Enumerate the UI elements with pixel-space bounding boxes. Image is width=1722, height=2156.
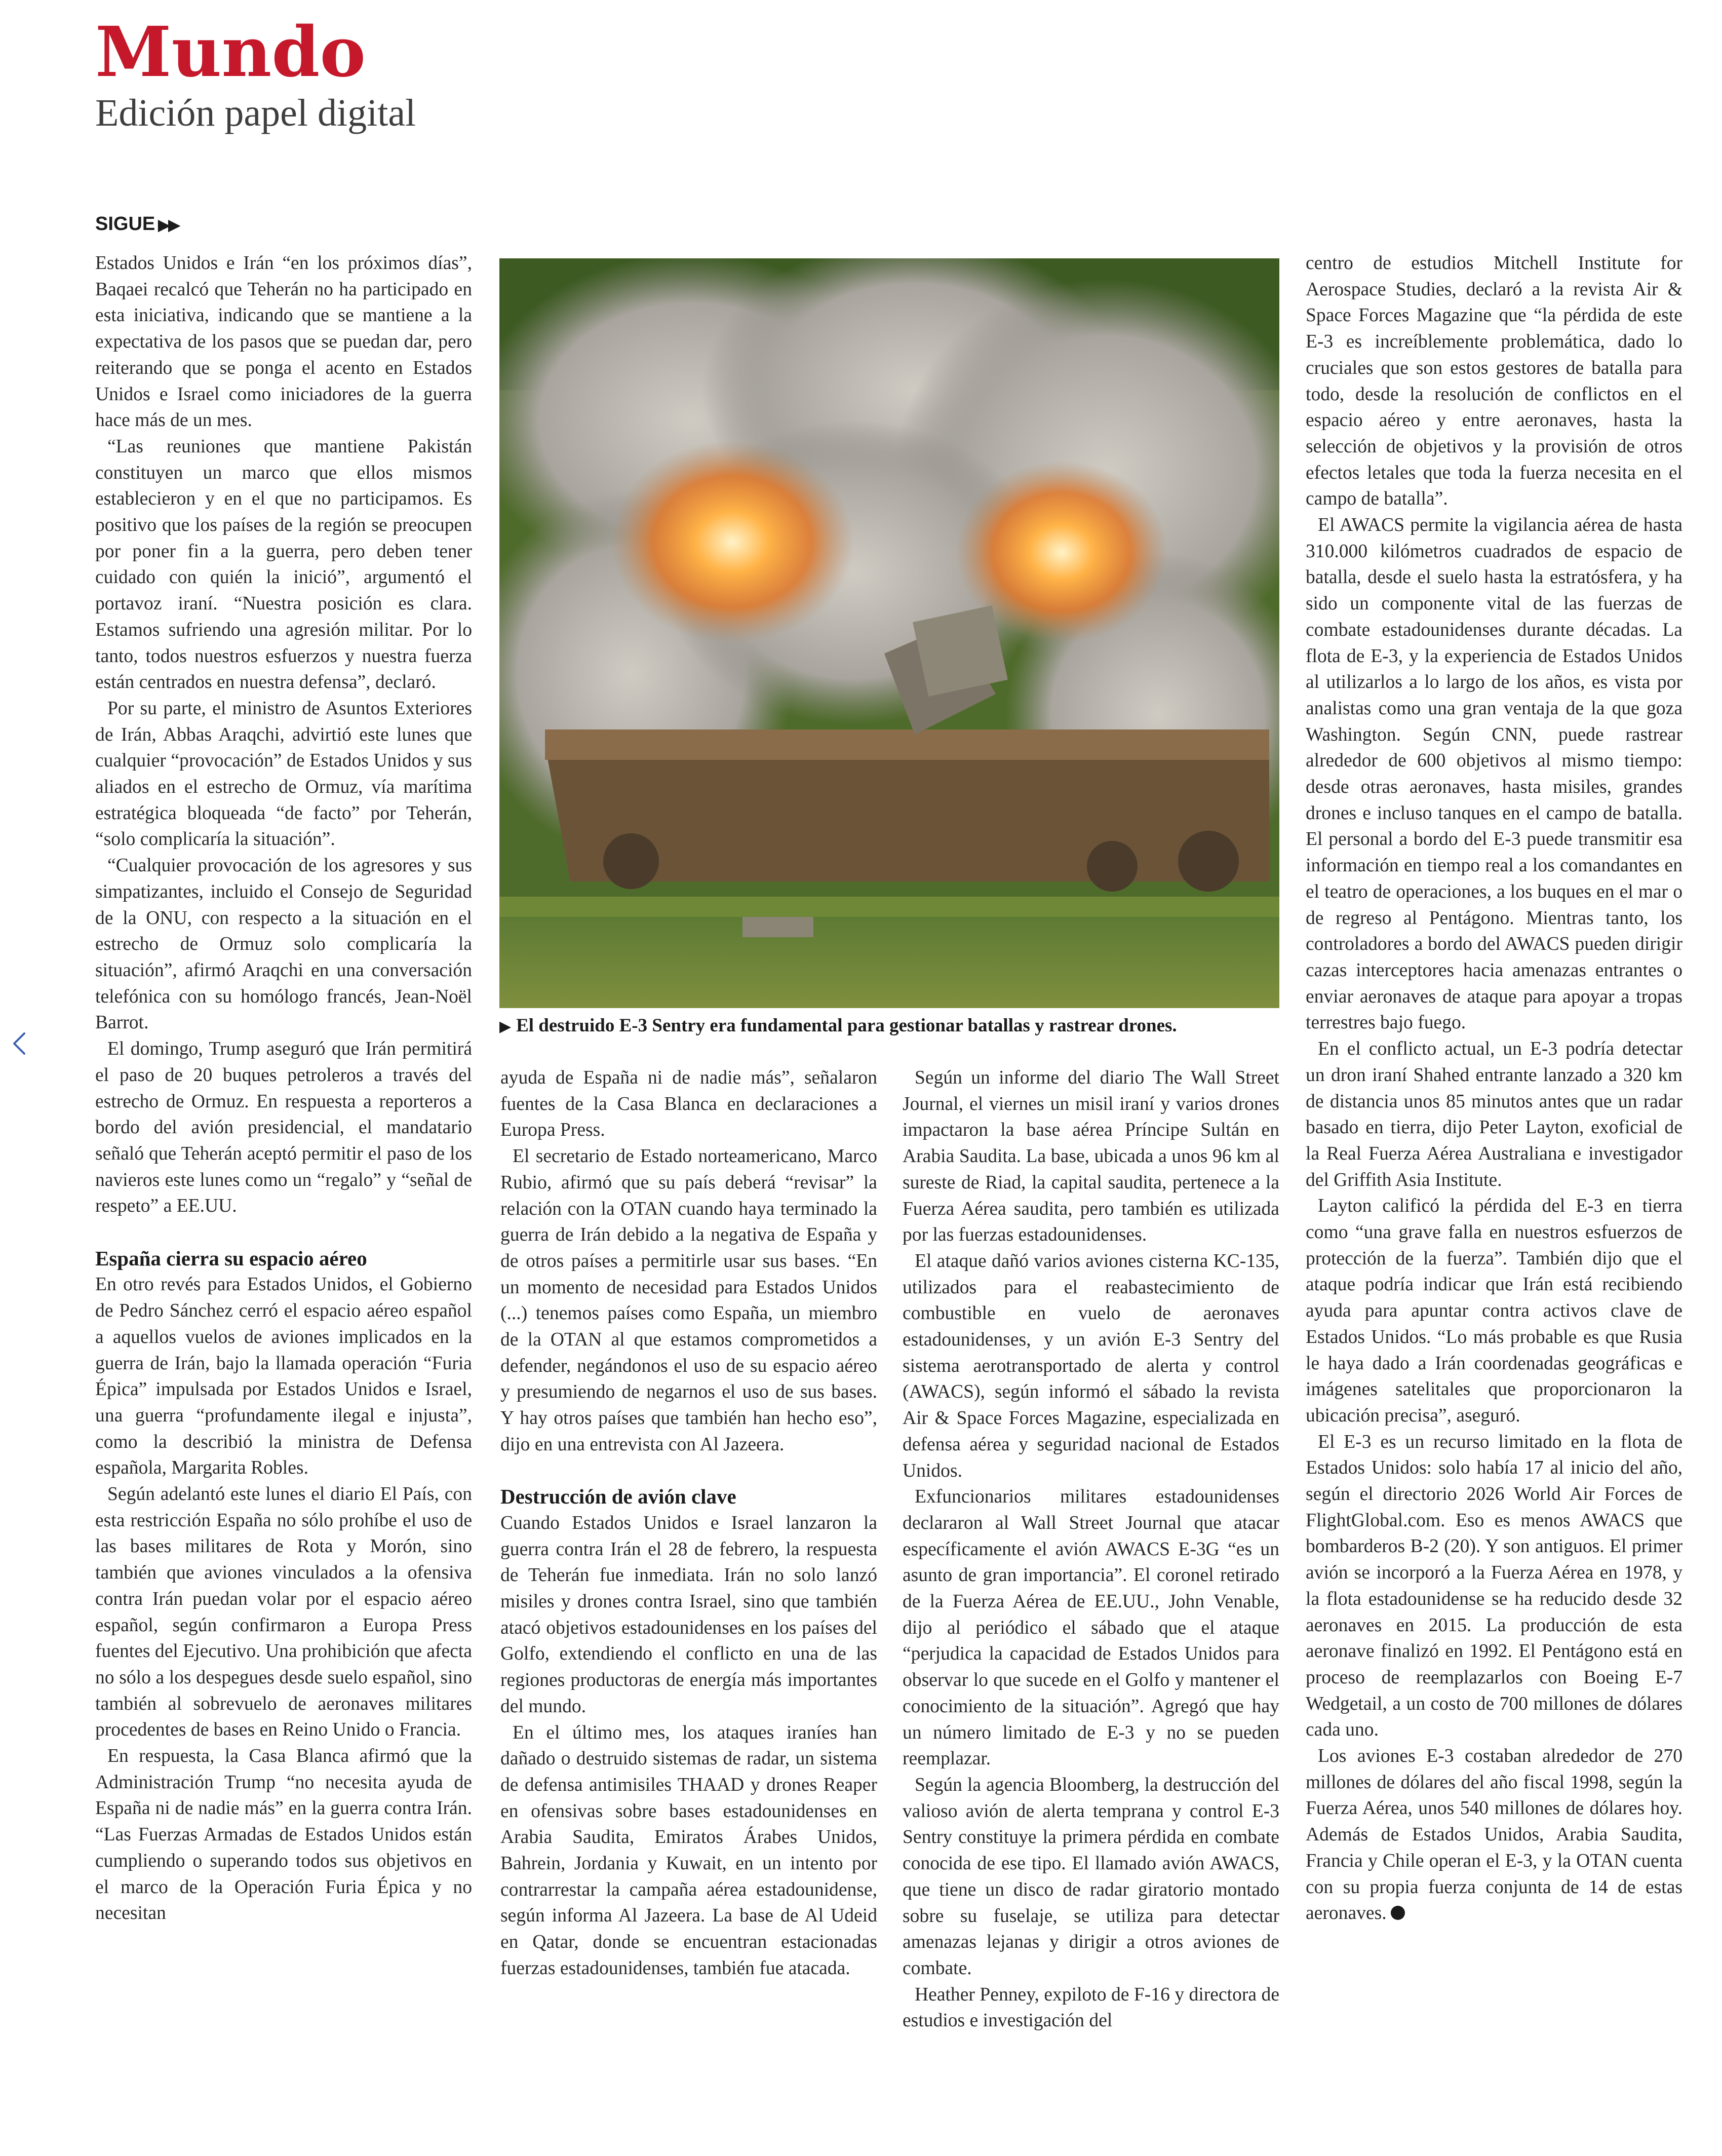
kicker-sigue <box>95 212 178 238</box>
paragraph: El domingo, Trump aseguró que Irán permitirá el paso de 20 buques petroleros a través del estrecho de Ormuz. En respuesta a reporteros a bordo del avión presidencial, el mandatario señaló que Teherán aceptó permitir el paso de los navieros este lunes como un “regalo” y “señal de respeto” a EE.UU. <box>95 1038 472 1217</box>
article-column-3 <box>903 1065 1279 2034</box>
caption-text: El destruido E-3 Sentry era fundamental para gestionar batallas y rastrear drones. <box>516 1015 1177 1036</box>
paragraph: Por su parte, el ministro de Asuntos Exteriores de Irán, Abbas Araqchi, advirtió este lunes que cualquier “provocación” de Estados Unidos y sus aliados en el estrecho de Ormuz, vía marítima estratégica bloqueada “de facto” por Teherán, “solo complicaría la situación”. <box>95 698 472 850</box>
paragraph: El E-3 es un recurso limitado en la flota de Estados Unidos: solo había 17 al inicio del año, según el directorio 2026 World Air Forces de FlightGlobal.com. Eso es menos AWACS que bombarderos B-2 (20). Y son antiguos. El primer avión se incorporó a la Fuerza Aérea en 1978, y la flota estadounidense se ha reducido desde 32 aeronaves en 2015. La producción de esta aeronave finalizó en 1992. El Pentágono está en proceso de reemplazarlos con Boeing E-7 Wedgetail, a un costo de 700 millones de dólares cada uno. <box>1306 1431 1682 1741</box>
paragraph: “Las reuniones que mantiene Pakistán constituyen un marco que ellos mismos establecieron y en el que no participamos. Es positivo que los países de la región se preocupen por poner fin a la guerra, pero deben tener cuidado con quién la inició”, argumentó el portavoz iraní. “Nuestra posición es clara. Estamos sufriendo una agresión militar. Por lo tanto, todos nuestros esfuerzos y nuestra fuerza están centrados en nuestra defensa”, declaró. <box>95 436 472 693</box>
paragraph-last-text: Los aviones E-3 costaban alrededor de 270 millones de dólares del año fiscal 1998, según la Fuerza Aérea, unos 540 millones de dólares hoy. Además de Estados Unidos, Arabia Saudita, Francia y Chile operan el E-3, y la OTAN cuenta con su propia fuerza conjunta de 14 de estas aeronaves. <box>1306 1746 1682 1924</box>
edition-subtitle: Edición papel digital <box>95 92 416 134</box>
article-column-2 <box>500 1065 877 1982</box>
section-title: Mundo <box>95 12 366 93</box>
caption-marker-icon: ▶ <box>499 1018 512 1035</box>
paragraph: En otro revés para Estados Unidos, el Gobierno de Pedro Sánchez cerró el espacio aéreo español a aquellos vuelos de aviones implicados en la guerra de Irán, bajo la llamada operación “Furia Épica” impulsada por Estados Unidos e Israel, una guerra “profundamente ilegal e injusta”, como la describió la ministra de Defensa española, Margarita Robles. <box>95 1274 472 1479</box>
paragraph: Estados Unidos e Irán “en los próximos días”, Baqaei recalcó que Teherán no ha participado en esta iniciativa, indicando que se mantiene a la expectativa de los pasos que se puedan dar, pero reiterando que se ponga el acento en Estados Unidos e Israel como iniciadores de la guerra hace más de un mes. <box>95 253 472 431</box>
article-column-4 <box>1306 250 1682 1927</box>
paragraph-last <box>1306 1743 1682 1927</box>
subheading-avion: Destrucción de avión clave <box>500 1485 736 1509</box>
paragraph: El ataque dañó varios aviones cisterna KC-135, utilizados para el reabastecimiento de combustible en vuelo de aeronaves estadounidenses, y un avión E-3 Sentry del sistema aerotransportado de alerta y control (AWACS), según informó el sábado la revista Air & Space Forces Magazine, especializada en defensa aérea y seguridad nacional de Estados Unidos. <box>903 1250 1279 1481</box>
chevron-left-icon[interactable] <box>9 1028 29 1059</box>
paragraph: Según adelantó este lunes el diario El País, con esta restricción España no sólo prohíbe el uso de las bases militares de Rota y Morón, sino también que aviones vinculados a la ofensiva contra Irán puedan volar por el espacio aéreo español, según confirmaron a Europa Press fuentes del Ejecutivo. Una prohibición que afecta no sólo a los despegues desde suelo español, sino también al sobrevuelo de aeronaves militares procedentes de bases en Reino Unido o Francia. <box>95 1484 472 1741</box>
paragraph: “Cualquier provocación de los agresores y sus simpatizantes, incluido el Consejo de Seguridad de la ONU, con respecto a la situación en el estrecho de Ormuz solo complicaría la situación”, afirmó Araqchi en una conversación telefónica con su homólogo francés, Jean-Noël Barrot. <box>95 855 472 1033</box>
paragraph: Heather Penney, expiloto de F-16 y directora de estudios e investigación del <box>903 1984 1279 2031</box>
paragraph: Exfuncionarios militares estadounidenses declararon al Wall Street Journal que atacar específicamente el avión AWACS E-3G “es un asunto de gran importancia”. El coronel retirado de la Fuerza Aérea de EE.UU., John Venable, dijo al periódico el sábado que el ataque “perjudica la capacidad de Estados Unidos para observar lo que sucede en el Golfo y mantener el conocimiento de la situación”. Agregó que hay un número limitado de E-3 y no se pueden reemplazar. <box>903 1486 1279 1769</box>
paragraph: centro de estudios Mitchell Institute for Aerospace Studies, declaró a la revista Air & Space Forces Magazine que “la pérdida de este E-3 es increíblemente problemática, dado lo cruciales que son estos gestores de batalla para todo, desde la resolución de conflictos en el espacio aéreo y entre aeronaves, hasta la selección de objetivos y la provisión de otros efectos letales que toda la fuerza necesita en el campo de batalla”. <box>1306 253 1682 510</box>
photo-caption <box>499 1013 1289 1040</box>
paragraph: En respuesta, la Casa Blanca afirmó que la Administración Trump “no necesita ayuda de España ni de nadie más” en la guerra contra Irán. “Las Fuerzas Armadas de Estados Unidos están cumpliendo o superando todos sus objetivos en el marco de la Operación Furia Épica y no necesitan <box>95 1746 472 1924</box>
paragraph: ayuda de España ni de nadie más”, señalaron fuentes de la Casa Blanca en declaraciones a Europa Press. <box>500 1067 877 1141</box>
paragraph: El AWACS permite la vigilancia aérea de hasta 310.000 kilómetros cuadrados de espacio de batalla, desde el suelo hasta la estratósfera, y ha sido un componente vital de las fuerzas de combate estadounidenses durante décadas. La flota de E-3, y la experiencia de Estados Unidos al utilizarlos a lo largo de los años, es vista por analistas como una gran ventaja de la que goza Washington. Según CNN, puede rastrear alrededor de 600 objetivos al mismo tiempo: desde otras aeronaves, hasta misiles, grandes drones e incluso tanques en el campo de batalla. El personal a bordo del E-3 puede transmitir esa información en tiempo real a los comandantes en el teatro de operaciones, a los buques en el mar o de regreso al Pentágono. Mientras tanto, los controladores a bordo del AWACS pueden dirigir cazas interceptores hacia amenazas entrantes o enviar aeronaves de ataque para apoyar a tropas terrestres bajo fuego. <box>1306 515 1682 1033</box>
end-mark-icon <box>1391 1906 1405 1920</box>
paragraph: Según la agencia Bloomberg, la destrucción del valioso avión de alerta temprana y control E-3 Sentry constituye la primera pérdida en combate conocida de ese tipo. El llamado avión AWACS, que tiene un disco de radar giratorio montado sobre su fuselaje, se utiliza para detectar amenazas lejanas y dirigir a otros aviones de combate. <box>903 1774 1279 1979</box>
subheading-spain: España cierra su espacio aéreo <box>95 1246 367 1270</box>
paragraph: El secretario de Estado norteamericano, Marco Rubio, afirmó que su país deberá “revisar” la relación con la OTAN cuando haya terminado la guerra de Irán debido a la negativa de España y de otros países a permitirle usar sus bases. “En un momento de necesidad para Estados Unidos (...) tenemos países como España, un miembro de la OTAN al que estamos comprometidos a defender, negándonos el uso de su espacio aéreo y presumiendo de negarnos el uso de sus bases. Y hay otros países que también han hecho eso”, dijo en una entrevista con Al Jazeera. <box>500 1146 877 1455</box>
article-photo <box>499 258 1279 1008</box>
paragraph: Cuando Estados Unidos e Israel lanzaron la guerra contra Irán el 28 de febrero, la respuesta de Teherán fue inmediata. Irán no solo lanzó misiles y drones contra Israel, sino que también atacó objetivos estadounidenses en los países del Golfo, extendiendo el conflicto en una de las regiones productoras de energía más importantes del mundo. <box>500 1512 877 1717</box>
double-arrow-icon: ▶▶ <box>158 217 179 234</box>
paragraph: Según un informe del diario The Wall Street Journal, el viernes un misil iraní y varios drones impactaron la base aérea Príncipe Sultán en Arabia Saudita. La base, ubicada a unos 96 km al sureste de Riad, la capital saudita, pertenece a la Fuerza Aérea saudita, pero también es utilizada por las fuerzas estadounidenses. <box>903 1067 1279 1246</box>
paragraph: En el último mes, los ataques iraníes han dañado o destruido sistemas de radar, un sistema de defensa antimisiles THAAD y drones Reaper en ofensivas sobre bases estadounidenses en Arabia Saudita, Emiratos Árabes Unidos, Bahrein, Jordania y Kuwait, en un intento por contrarrestar la campaña aérea estadounidense, según informa Al Jazeera. La base de Al Udeid en Qatar, donde se encuentran estacionadas fuerzas estadounidenses, también fue atacada. <box>500 1722 877 1979</box>
article-column-1 <box>95 250 472 1927</box>
paragraph: En el conflicto actual, un E-3 podría detectar un dron iraní Shahed entrante lanzado a 320 km de distancia unos 85 minutos antes que un radar basado en tierra, dijo Peter Layton, exoficial de la Real Fuerza Aérea Australiana e investigador del Griffith Asia Institute. <box>1306 1038 1682 1190</box>
kicker-label: SIGUE <box>95 213 155 235</box>
paragraph: Layton calificó la pérdida del E-3 en tierra como “una grave falla en nuestros esfuerzos de protección de la fuerza”. También dijo que el ataque podría indicar que Irán está recibiendo ayuda para apuntar contra activos clave de Estados Unidos. “Lo más probable es que Rusia le haya dado a Irán coordenadas geográficas e imágenes satelitales que proporcionaron la ubicación precisa”, aseguró. <box>1306 1196 1682 1426</box>
